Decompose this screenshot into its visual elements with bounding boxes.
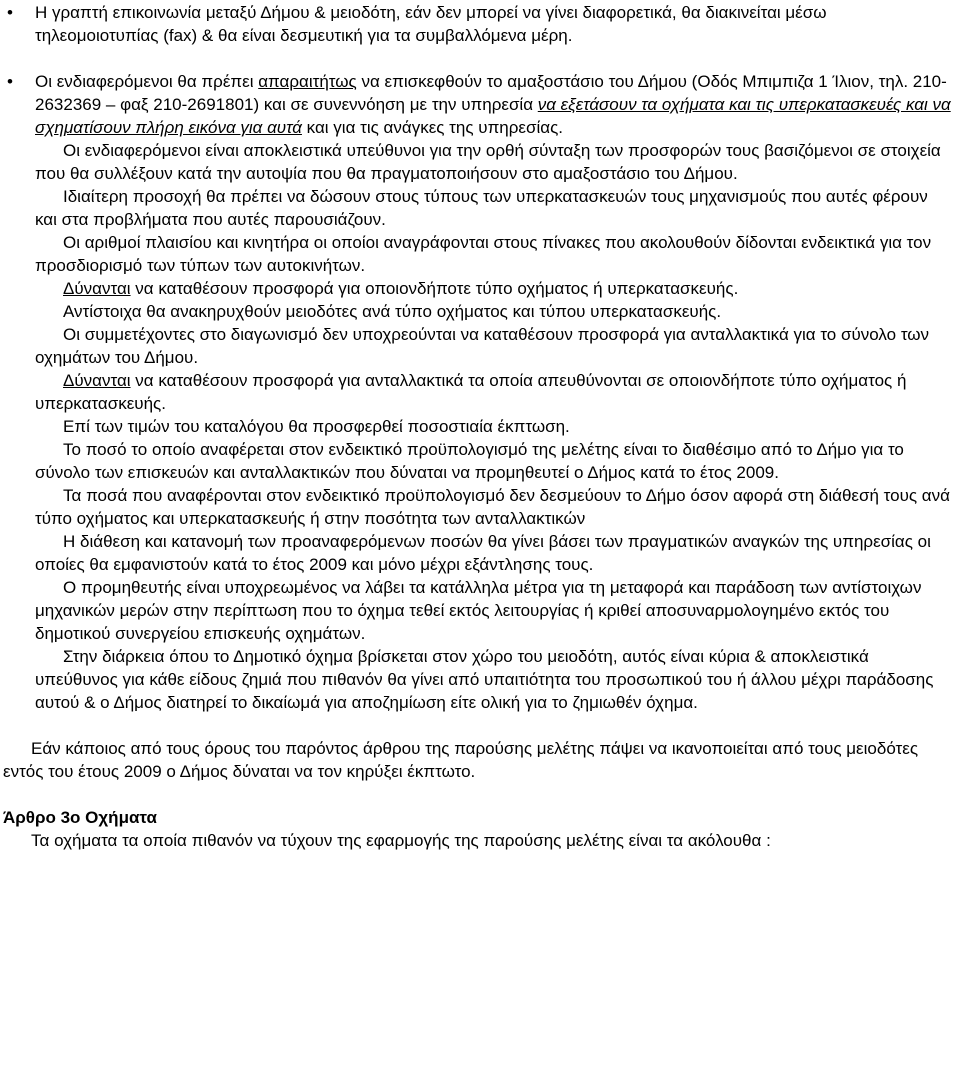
emphasis-required: απαραιτήτως [258, 72, 357, 91]
paragraph-responsibility: Οι ενδιαφερόμενοι είναι αποκλειστικά υπεύθυνοι για την ορθή σύνταξη των προσφορών τους βασιζόμενοι σε στοιχεία που θα συλλέξουν κατά την αυτοψία που θα πραγματοποιήσουν στο αμαξοστάσιο του Δήμου. [35, 141, 941, 183]
emphasis-inspect: να εξετάσουν τα οχήματα και τις υπερκατασκευές και να σχηματίσουν πλήρη εικόνα για αυτά [35, 95, 951, 137]
bullet-marker: • [7, 3, 13, 22]
paragraph-budget: Το ποσό το οποίο αναφέρεται στον ενδεικτικό προϋπολογισμό της μελέτης είναι το διαθέσιμο από το Δήμο για το σύνολο των επισκευών και ανταλλακτικών που δύναται να προμηθευτεί ο Δήμος κατά το έτος 2009. [35, 440, 904, 482]
bullet-item-visit [3, 70, 953, 714]
spacer [3, 47, 953, 70]
spacer [3, 714, 953, 737]
paragraph-discount: Επί των τιμών του καταλόγου θα προσφερθεί ποσοστιαία έκπτωση. [63, 417, 570, 436]
paragraph-transport: Ο προμηθευτής είναι υποχρεωμένος να λάβει τα κατάλληλα μέτρα για τη μεταφορά και παράδοση των αντίστοιχων μηχανικών μερών στην περίπτωση που το όχημα τεθεί εκτός λειτουργίας ή κριθεί αποσυναρμολογημένο εκτός του δημοτικού συνεργείου επισκευής οχημάτων. [35, 578, 922, 643]
paragraph-offer-parts: Δύνανται να καταθέσουν προσφορά για ανταλλακτικά τα οποία απευθύνονται σε οποιονδήποτε τύπο οχήματος ή υπερκατασκευής. [35, 371, 907, 413]
paragraph-not-obliged: Οι συμμετέχοντες στο διαγωνισμό δεν υποχρεούνται να καταθέσουν προσφορά για ανταλλακτικά για το σύνολο των οχημάτων του Δήμου. [35, 325, 930, 367]
bullet-text-visit: Οι ενδιαφερόμενοι θα πρέπει απαραιτήτως να επισκεφθούν το αμαξοστάσιο του Δήμου (Οδός Μπιμπιζα 1 Ίλιον, τηλ. 210-2632369 – φαξ 210-2691801) και σε συνεννόηση με την υπηρεσία να εξετάσουν τα οχήματα και τις υπερκατασκευές και να σχηματίσουν πλήρη εικόνα για αυτά και για τις ανάγκες της υπηρεσίας. [35, 72, 951, 137]
paragraph-chassis-numbers: Οι αριθμοί πλαισίου και κινητήρα οι οποίοι αναγράφονται στους πίνακες που ακολουθούν δίδονται ενδεικτικά για τον προσδιορισμό των τύπων των αυτοκινήτων. [35, 233, 932, 275]
paragraph-winners: Αντίστοιχα θα ανακηρυχθούν μειοδότες ανά τύπο οχήματος και τύπου υπερκατασκευής. [63, 302, 722, 321]
bullet-text-fax: Η γραπτή επικοινωνία μεταξύ Δήμου & μειοδότη, εάν δεν μπορεί να γίνει διαφορετικά, θα διακινείται μέσω τηλεομοιοτυπίας (fax) & θα είναι δεσμευτική για τα συμβαλλόμενα μέρη. [35, 3, 827, 45]
bullet-marker: • [7, 72, 13, 91]
paragraph-offer-any-type: Δύνανται να καταθέσουν προσφορά για οποιονδήποτε τύπο οχήματος ή υπερκατασκευής. [63, 279, 739, 298]
paragraph-amounts: Τα ποσά που αναφέρονται στον ενδεικτικό προϋπολογισμό δεν δεσμεύουν το Δήμο όσον αφορά στη διάθεσή τους ανά τύπο οχήματος και υπερκατασκευής ή στην ποσότητα των ανταλλακτικών [35, 486, 950, 528]
bullet-item-fax [3, 1, 953, 47]
article-heading: Άρθρο 3ο Οχήματα [3, 808, 157, 827]
paragraph-liability: Στην διάρκεια όπου το Δημοτικό όχημα βρίσκεται στον χώρο του μειοδότη, αυτός είναι κύρια & αποκλειστικά υπεύθυνος για κάθε είδους ζημιά που πιθανόν θα γίνει από υπαιτιότητα του προσωπικού του ή άλλου μέχρι παράδοσης αυτού & ο Δήμος διατηρεί το δικαίωμά για αποζημίωση είτε ολική για το ζημιωθέν όχημα. [35, 647, 934, 712]
article-text: Τα οχήματα τα οποία πιθανόν να τύχουν της εφαρμογής της παρούσης μελέτης είναι τα ακόλουθα : [31, 831, 771, 850]
spacer [3, 783, 953, 806]
paragraph-allocation: Η διάθεση και κατανομή των προαναφερόμενων ποσών θα γίνει βάσει των πραγματικών αναγκών της υπηρεσίας οι οποίες θα εμφανιστούν κατά το έτος 2009 και μόνο μέχρι εξάντλησης τους. [35, 532, 931, 574]
paragraph-attention: Ιδιαίτερη προσοχή θα πρέπει να δώσουν στους τύπους των υπερκατασκευών τους μηχανισμούς που αυτές φέρουν και στα προβλήματα που αυτές παρουσιάζουν. [35, 187, 928, 229]
paragraph-forfeit: Εάν κάποιος από τους όρους του παρόντος άρθρου της παρούσης μελέτης πάψει να ικανοποιείται από τους μειοδότες εντός του έτους 2009 ο Δήμος δύναται να τον κηρύξει έκπτωτο. [3, 739, 919, 781]
